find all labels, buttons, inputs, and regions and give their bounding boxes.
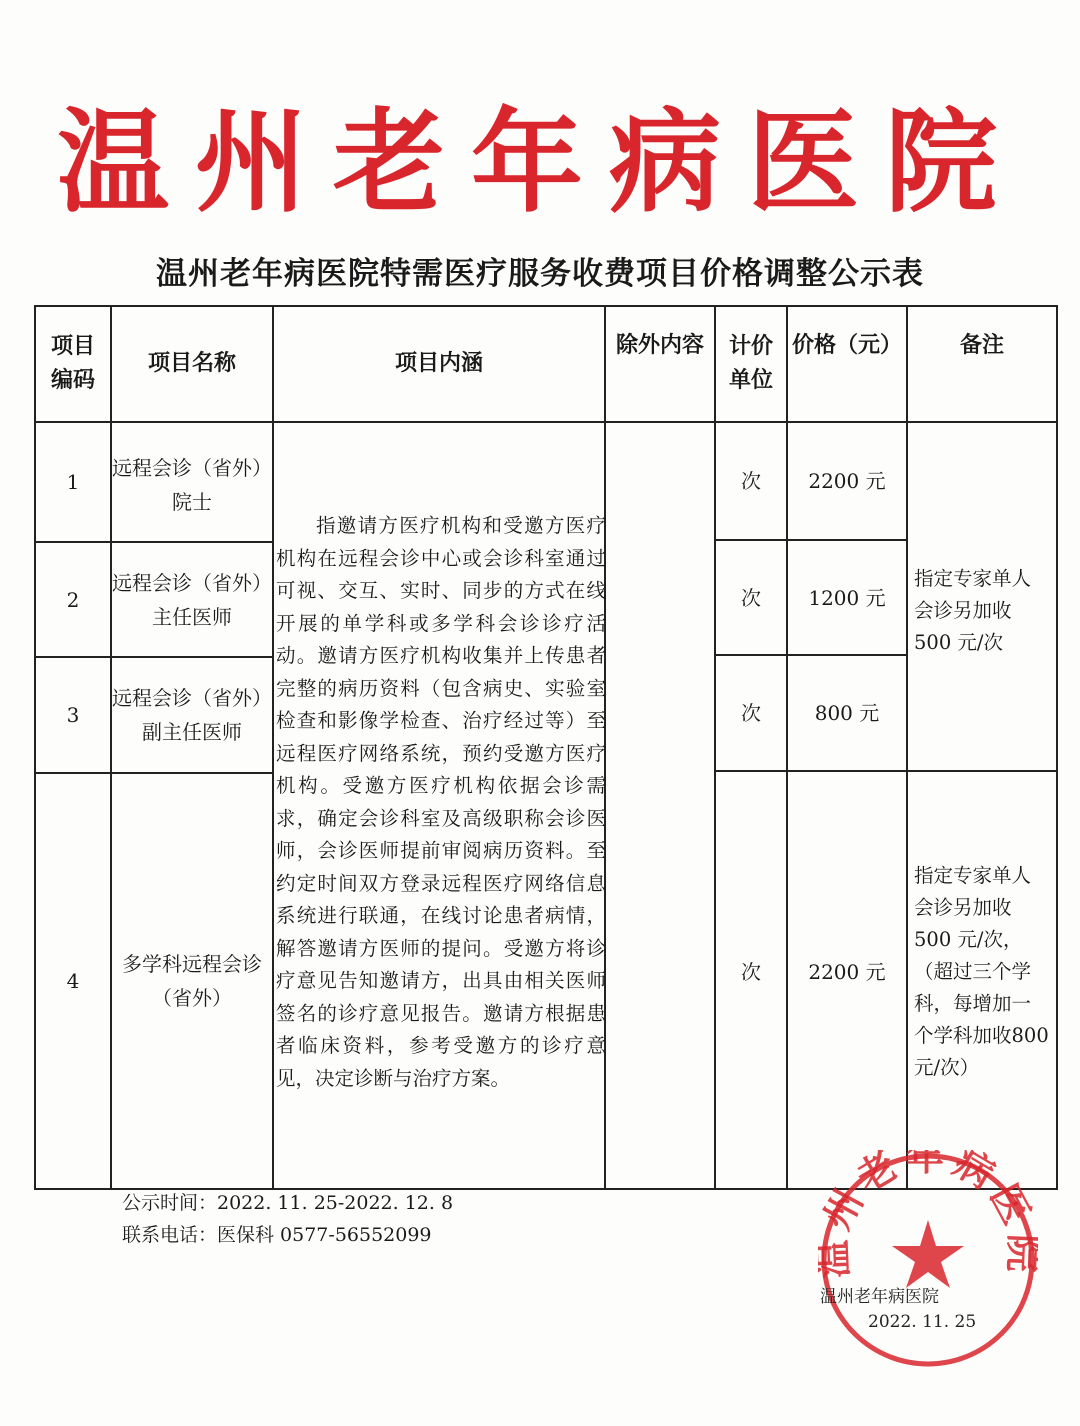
row-1-code: 1	[66, 470, 80, 494]
row-3-unit: 次	[741, 701, 761, 725]
remark-rows-1-3: 指定专家单人会诊另加收 500 元/次	[914, 567, 1032, 654]
publication-period: 公示时间：2022. 11. 25-2022. 12. 8	[122, 1192, 454, 1214]
row-2-unit: 次	[741, 585, 761, 610]
svg-text:温州老年病医院: 州老年病医	[818, 1150, 1038, 1237]
letterhead-text: 温州老年病医院	[57, 97, 1023, 228]
seal-signature-name: 温州老年病医院	[820, 1287, 939, 1307]
row-4-price: 2200 元	[808, 960, 886, 984]
row-4-unit: 次	[741, 960, 761, 984]
contact-phone: 联系电话：医保科 0577-56552099	[122, 1224, 432, 1246]
row-3-price: 800 元	[814, 701, 880, 725]
content-description: 指邀请方医疗机构和受邀方医疗机构在远程会诊中心或会诊科室通过可视、交互、实时、同步的方式在线开展的单学科或多学科会诊诊疗活动。邀请方医疗机构收集并上传患者完整的病历资料（包含病史、实验室检查和影像学检查、治疗经过等）至远程医疗网络系统，预约受邀方医疗机构。受邀方医疗机构依据会诊需求，确定会诊科室及高级职称会诊医师，会诊医师提前审阅病历资料。至约定时间双方登录远程医疗网络信息系统进行联通，在线讨论患者病情，解答邀请方医师的提问。受邀方将诊疗意见告知邀请方，出具由相关医师签名的诊疗意见报告。邀请方根据患者临床资料，参考受邀方的诊疗意见，决定诊断与治疗方案。	[276, 514, 606, 1090]
header-price: 价格（元）	[791, 333, 902, 358]
header-remark: 备注	[959, 333, 1004, 358]
remark-row-4: 指定专家单人会诊另加收 500 元/次，（超过三个学科，每增加一个学科加收800元/次）	[914, 864, 1049, 1079]
row-3-name: 远程会诊（省外） 副主任医师	[112, 686, 272, 744]
row-1-name: 远程会诊（省外） 院士	[112, 456, 272, 514]
row-2-code: 2	[66, 587, 80, 612]
row-4-code: 4	[66, 969, 80, 993]
row-2-price: 1200 元	[808, 585, 886, 610]
header-unit: 计价 单位	[728, 334, 773, 393]
letterhead	[0, 88, 1080, 228]
row-1-unit: 次	[741, 469, 761, 493]
header-name: 项目名称	[147, 351, 236, 376]
document-title: 温州老年病医院特需医疗服务收费项目价格调整公示表	[156, 256, 924, 292]
row-1-price: 2200 元	[808, 469, 886, 493]
seal-date: 2022. 11. 25	[868, 1312, 977, 1332]
row-4-name: 多学科远程会诊 （省外）	[122, 952, 262, 1010]
header-code: 项目 编码	[50, 334, 95, 393]
row-3-code: 3	[66, 703, 80, 727]
header-excluded: 除外内容	[615, 333, 704, 358]
seal-graphic	[818, 1150, 1038, 1370]
official-seal	[818, 1150, 1038, 1370]
row-2-name: 远程会诊（省外） 主任医师	[112, 570, 272, 629]
header-content: 项目内涵	[394, 351, 483, 376]
